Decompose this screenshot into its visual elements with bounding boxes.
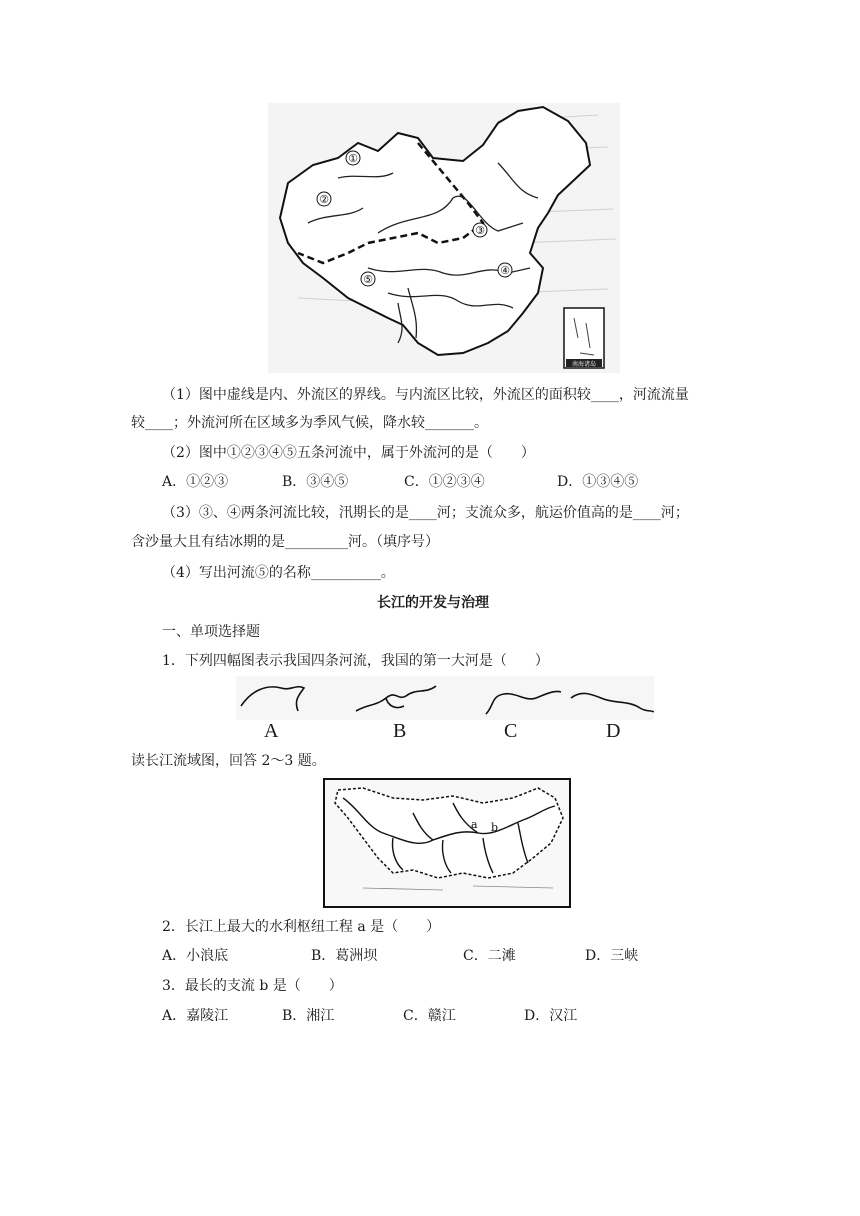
marker-a: a — [471, 818, 478, 831]
q2-stem: （2）图中①②③④⑤五条河流中，属于外流河的是（ ） — [162, 445, 535, 461]
read-prompt: 读长江流域图，回答 2～3 题。 — [131, 753, 326, 769]
marker-4: ④ — [500, 264, 510, 277]
q3-line2: 含沙量大且有结冰期的是_________河。（填序号） — [131, 534, 439, 550]
south-china-sea-inset — [564, 308, 604, 368]
river-label-a: A — [264, 720, 279, 742]
mc2-option-d: D．三峡 — [585, 948, 639, 964]
q4-stem: （4）写出河流⑤的名称__________。 — [162, 565, 395, 581]
four-rivers-svg — [236, 676, 654, 720]
mc2-option-b: B．葛洲坝 — [311, 948, 378, 964]
china-rivers-map-svg — [268, 103, 620, 373]
q2-option-a: A．①②③ — [162, 474, 229, 490]
mc3-option-c: C．赣江 — [403, 1008, 456, 1024]
river-label-c: C — [504, 720, 518, 742]
mc1-stem: 1．下列四幅图表示我国四条河流，我国的第一大河是（ ） — [162, 653, 549, 669]
inset-label: 南海诸岛 — [571, 361, 597, 368]
q2-option-d: D．①③④⑤ — [557, 474, 639, 490]
marker-b: b — [491, 821, 499, 834]
marker-2: ② — [319, 193, 329, 206]
mc3-option-b: B．湘江 — [282, 1008, 335, 1024]
marker-5: ⑤ — [363, 273, 373, 286]
marker-3: ③ — [475, 224, 485, 237]
yangtze-basin-map — [323, 778, 571, 908]
china-rivers-map — [268, 103, 620, 373]
q2-option-c: C．①②③④ — [404, 474, 485, 490]
q1-line2: 较____；外流河所在区域多为季风气候，降水较_______。 — [131, 415, 488, 431]
mc2-stem: 2．长江上最大的水利枢纽工程 a 是（ ） — [162, 919, 441, 935]
section-subtitle: 一、单项选择题 — [162, 624, 260, 640]
q2-option-b: B．③④⑤ — [282, 474, 349, 490]
mc3-option-d: D．汉江 — [524, 1008, 578, 1024]
q3-line1: （3）③、④两条河流比较，汛期长的是____河；支流众多，航运价值高的是____河； — [162, 505, 689, 521]
mc3-option-a: A．嘉陵江 — [162, 1008, 229, 1024]
mc3-stem: 3．最长的支流 b 是（ ） — [162, 978, 343, 994]
mc2-option-a: A．小浪底 — [162, 948, 229, 964]
q1-line1: （1）图中虚线是内、外流区的界线。与内流区比较，外流区的面积较____，河流流量 — [162, 387, 689, 403]
four-rivers-figure — [236, 676, 654, 744]
mc2-option-c: C．二滩 — [463, 948, 516, 964]
river-label-b: B — [393, 720, 407, 742]
section-title: 长江的开发与治理 — [377, 595, 489, 611]
marker-1: ① — [348, 152, 358, 165]
river-label-d: D — [606, 720, 621, 742]
yangtze-basin-svg — [323, 778, 571, 908]
